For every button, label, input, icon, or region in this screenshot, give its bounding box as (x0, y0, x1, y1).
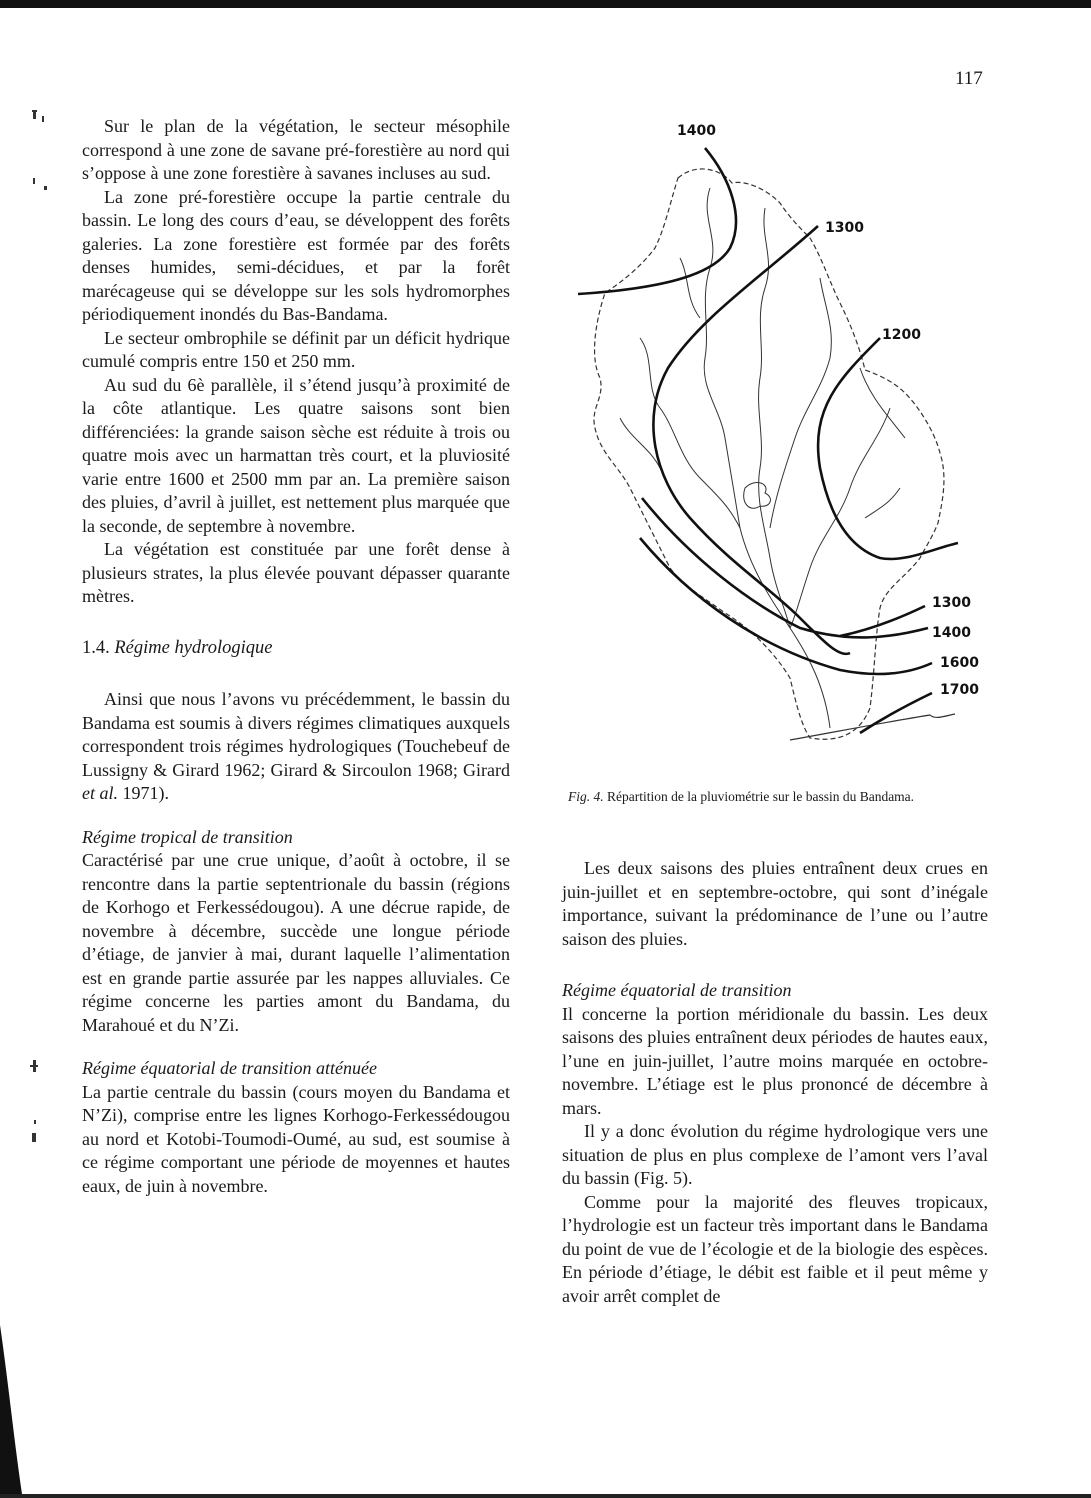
intro-end: 1971). (118, 783, 169, 803)
rainfall-map-figure (560, 108, 990, 758)
paragraph: La zone pré-forestière occupe la partie centrale du bassin. Le long des cours d’eau, se développent des forêts galeries. La zone forestière est formée par des forêts denses humides, semi-décidues, et par la forêt marécageuse qui se développe sur les sols hydromorphes périodiquement inondés du Bas-Bandama. (82, 186, 510, 324)
river (865, 488, 900, 518)
right-column (562, 857, 988, 1308)
isohyet-1200 (818, 338, 958, 559)
caption-text: Répartition de la pluviométrie sur le bassin du Bandama. (603, 789, 915, 804)
river (680, 258, 700, 318)
label-1400-north: 1400 (677, 123, 716, 139)
label-1600: 1600 (940, 655, 979, 671)
paragraph: Au sud du 6è parallèle, il s’étend jusqu’à proximité de la côte atlantique. Les quatre saisons sont bien différenciées: la grande saison sèche est réduite à trois ou quatre mois avec un harmattan très court, et la pluviosité varie entre 1600 et 2500 mm par an. La première saison des pluies, d’avril à juillet, est nettement plus marquée que la seconde, de septembre à novembre. (82, 374, 510, 536)
paragraph: La partie centrale du bassin (cours moyen du Bandama et N’Zi), comprise entre les lignes Korhogo-Ferkessédougou au nord et Kotobi-Toumodi-Oumé, au sud, est soumise à ce régime comportant une période de moyennes et hautes eaux, de juin à novembre. (82, 1081, 510, 1196)
figure-caption (568, 789, 914, 805)
paragraph: Il concerne la portion méridionale du bassin. Les deux saisons des pluies entraînent deux périodes de hautes eaux, l’une en juin-juillet, l’autre moins marquée en octobre-novembre. L’étiage est le plus prononcé de décembre à mars. (562, 1003, 988, 1118)
basin-outline (594, 169, 944, 739)
label-1700: 1700 (940, 682, 979, 698)
page-number: 117 (955, 68, 983, 89)
river (790, 408, 890, 628)
label-1300-south: 1300 (932, 595, 971, 611)
label-1300-central: 1300 (825, 220, 864, 236)
river (640, 338, 740, 528)
isohyet-1400-south (642, 498, 928, 637)
section-heading (82, 637, 510, 661)
et-al: et al. (82, 783, 118, 803)
paragraph: Il y a donc évolution du régime hydrologique vers une situation de plus en plus complexe de l’amont vers l’aval du bassin (Fig. 5). (562, 1121, 988, 1188)
paragraph: Comme pour la majorité des fleuves tropicaux, l’hydrologie est un facteur très important dans le Bandama du point de vue de l’écologie et de la biologie des espèces. En période d’étiage, le débit est faible et il peut même y avoir arrêt complet de (562, 1191, 988, 1306)
label-1400-south: 1400 (932, 625, 971, 641)
left-column (82, 115, 510, 1198)
paragraph: Les deux saisons des pluies entraînent deux crues en juin-juillet et en septembre-octobre, qui sont d’inégale importance, suivant la prédominance de l’une ou l’autre saison des pluies. (562, 858, 988, 949)
subheading: Régime équatorial de transition atténuée (82, 1058, 377, 1078)
subheading: Régime équatorial de transition (562, 980, 792, 1000)
label-1200: 1200 (882, 327, 921, 343)
section-title: Régime hydrologique (114, 637, 273, 658)
top-rule (0, 0, 1091, 8)
paragraph: La végétation est constituée par une forêt dense à plusieurs strates, la plus élevée pouvant dépasser quarante mètres. (82, 539, 510, 606)
isohyet-1300-central (653, 226, 850, 654)
subheading: Régime tropical de transition (82, 826, 293, 847)
intro-text: Ainsi que nous l’avons vu précédemment, le bassin du Bandama est soumis à divers régimes climatiques auxquels correspondent trois régimes hydrologiques (Touchebeuf de Lussigny & Girard 1962; Girard & Sircoulon 1968; Girard (82, 689, 510, 780)
bottom-rule (0, 1494, 1091, 1498)
river (770, 278, 831, 528)
lake (744, 483, 771, 509)
paragraph: Sur le plan de la végétation, le secteur mésophile correspond à une zone de savane pré-forestière au nord qui s’oppose à une zone forestière à savanes incluses au sud. (82, 116, 510, 183)
section-number: 1.4. (82, 637, 110, 658)
paragraph: Le secteur ombrophile se définit par un déficit hydrique cumulé compris entre 150 et 250 mm. (82, 327, 510, 371)
caption-label: Fig. 4. (568, 789, 604, 804)
coastline (790, 714, 955, 740)
river (860, 368, 905, 438)
isohyet-1700 (860, 693, 932, 733)
paragraph: Caractérisé par une crue unique, d’août à octobre, il se rencontre dans la partie septentrionale du bassin (régions de Korhogo et Ferkessédougou). A une décrue rapide, de novembre à décembre, succède une longue période d’étiage, de janvier à mai, durant laquelle l’alimentation est en grande partie assurée par les nappes alluviales. Ce régime concerne les parties amont du Bandama, du Marahoué et du N’Zi. (82, 850, 510, 1035)
paragraph (82, 688, 510, 806)
